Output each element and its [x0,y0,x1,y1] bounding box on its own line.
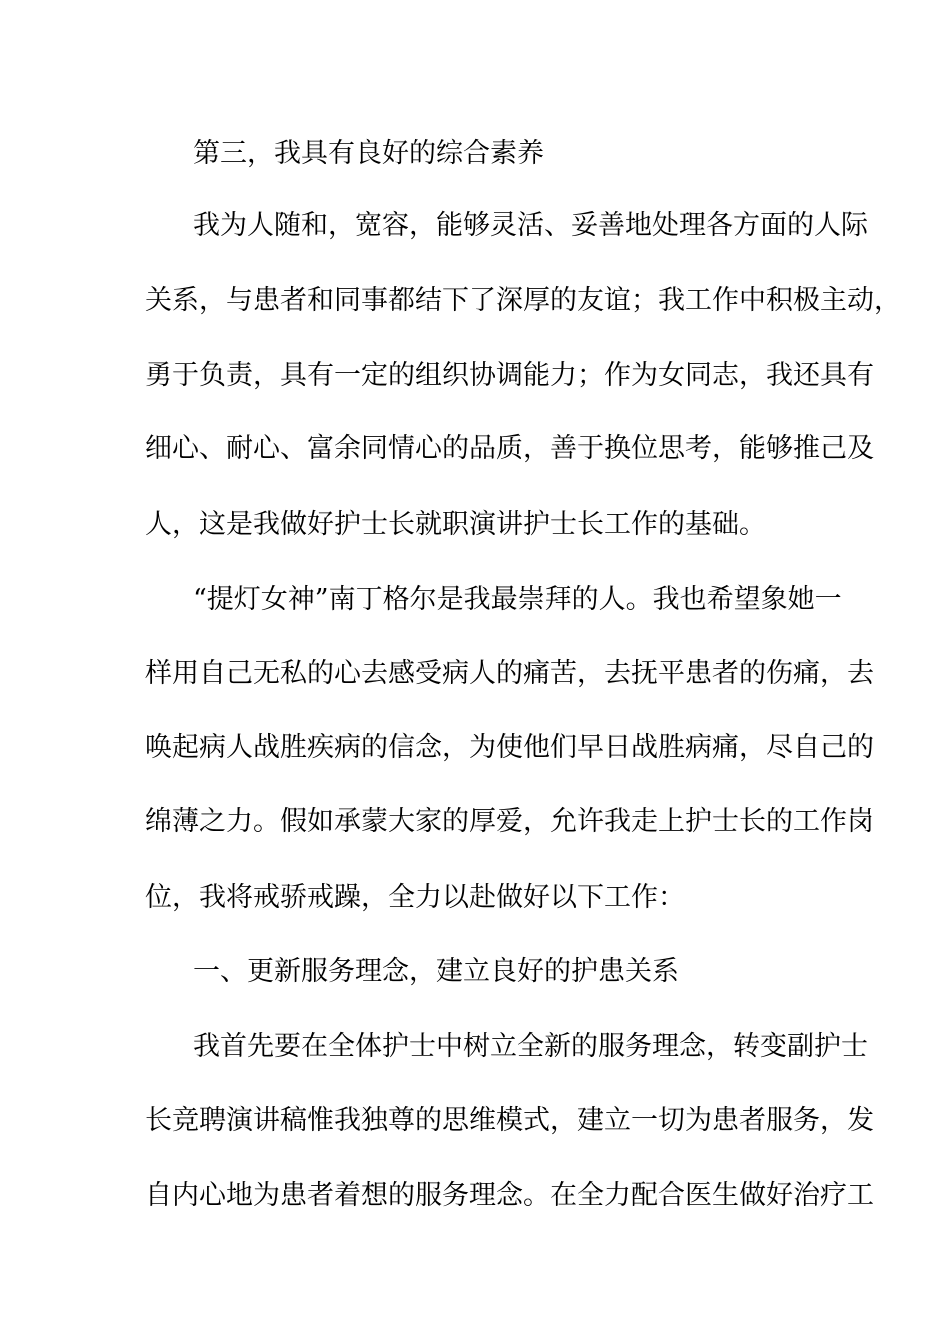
paragraph-line: “提灯女神”南丁格尔是我最崇拜的人。我也希望象她一 [193,584,842,615]
paragraph-line: 勇于负责，具有一定的组织协调能力；作为女同志，我还具有 [145,360,874,391]
section-heading-1: 一、更新服务理念，建立良好的护患关系 [193,956,679,987]
paragraph-line: 自内心地为患者着想的服务理念。在全力配合医生做好治疗工 [145,1180,874,1211]
paragraph-line: 细心、耐心、富余同情心的品质，善于换位思考，能够推己及 [145,433,874,464]
paragraph-line: 我首先要在全体护士中树立全新的服务理念，转变副护士 [193,1031,868,1062]
paragraph-line: 唤起病人战胜疾病的信念，为使他们早日战胜病痛，尽自己的 [145,732,874,763]
paragraph-line: 样用自己无私的心去感受病人的痛苦，去抚平患者的伤痛，去 [145,658,874,689]
paragraph-line: 关系，与患者和同事都结下了深厚的友谊；我工作中积极主动， [145,285,901,316]
paragraph-line: 绵薄之力。假如承蒙大家的厚爱，允许我走上护士长的工作岗 [145,806,874,837]
paragraph-line: 长竞聘演讲稿惟我独尊的思维模式，建立一切为患者服务，发 [145,1105,874,1136]
section-heading-3: 第三，我具有良好的综合素养 [193,138,544,169]
paragraph-line: 位，我将戒骄戒躁，全力以赴做好以下工作： [145,882,685,913]
paragraph-line: 我为人随和，宽容，能够灵活、妥善地处理各方面的人际 [193,210,868,241]
paragraph-line: 人，这是我做好护士长就职演讲护士长工作的基础。 [145,509,766,540]
